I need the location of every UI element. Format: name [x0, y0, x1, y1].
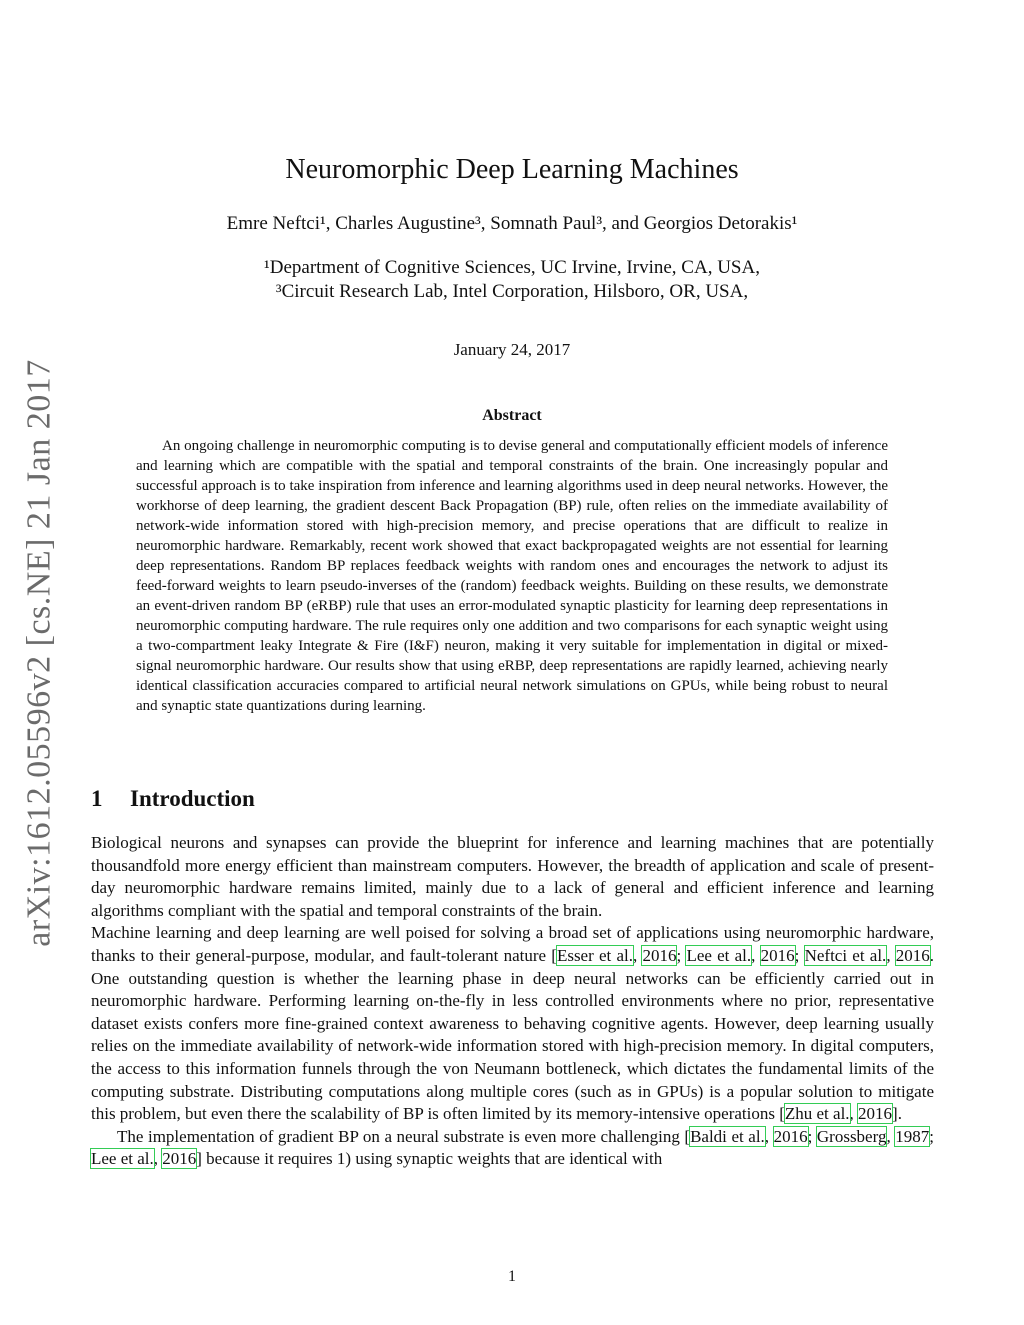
affiliations [0, 256, 1024, 304]
paper-title: Neuromorphic Deep Learning Machines [285, 154, 739, 185]
arxiv-identifier-watermark [18, 360, 62, 945]
citation-sep: ; [676, 945, 687, 965]
paragraph-1: Biological neurons and synapses can provide the blueprint for inference and learning machines that are potentially thousandfold more energy efficient than mainstream computers. However, the breadth of application and scale of present-day neuromorphic hardware remains limited, mainly due to a lack of general and efficient inference and learning algorithms compliant with the spatial and temporal constraints of the brain. [91, 833, 934, 920]
citation-link-esser[interactable]: Esser et al. [556, 945, 633, 965]
citation-sep: ; [807, 1126, 817, 1146]
citation-link-baldi[interactable]: Baldi et al. [690, 1126, 765, 1146]
abstract-heading: Abstract [482, 407, 542, 424]
paragraph-3-text-b: ] because it requires 1) using synaptic weights that are identical with [196, 1149, 663, 1169]
citation-year-grossberg[interactable]: 1987 [895, 1126, 930, 1146]
citation-year-neftci[interactable]: 2016 [895, 945, 930, 965]
section-heading-introduction [91, 786, 255, 812]
citation-year-baldi[interactable]: 2016 [773, 1126, 808, 1146]
paragraph-3-text-a: The implementation of gradient BP on a neural substrate is even more challenging [ [117, 1126, 691, 1146]
publication-date: January 24, 2017 [453, 340, 571, 359]
page-number: 1 [508, 1268, 516, 1285]
paragraph-2-text-c: ]. [892, 1104, 902, 1124]
citation-sep: ; [929, 1126, 935, 1146]
citation-sep: , [751, 945, 761, 965]
citation-sep: , [849, 1104, 859, 1124]
paragraph-2 [91, 922, 934, 1125]
paragraph-2-text-a: Machine learning and deep learning are well poised for solving a broad set of applications using neuromorphic hardware, thanks to their general-purpose, modular, and fault-tolerant nature [ [91, 923, 934, 965]
section-number: 1 [91, 786, 103, 811]
citation-sep: , [153, 1149, 163, 1169]
abstract-body: An ongoing challenge in neuromorphic computing is to devise general and computationally efficient models of inference and learning which are compatible with the spatial and temporal constraints of the brain. One increasingly popular and successful approach is to take inspiration from inference and learning algorithms used in deep neural networks. However, the workhorse of deep learning, the gradient descent Back Propagation (BP) rule, often relies on the immediate availability of network-wide information stored with high-precision memory, and precise operations that are difficult to realize in neuromorphic hardware. Remarkably, recent work showed that exact backpropagated weights are not essential for learning deep representations. Random BP replaces feedback weights with random ones and encourages the network to adjust its feed-forward weights to learn pseudo-inverses of the (random) feedback weights. Building on these results, we demonstrate an event-driven random BP (eRBP) rule that uses an error-modulated synaptic plasticity for learning deep representations in neuromorphic computing hardware. The rule requires only one addition and two comparisons for each synaptic weight using a two-compartment leaky Integrate & Fire (I&F) neuron, making it very suitable for implementation in digital or mixed-signal neuromorphic hardware. Our results show that using eRBP, deep representations are rapidly learned, achieving nearly identical classification accuracies compared to artificial neural network simulations on GPUs, while being robust to neural and synaptic state quantizations during learning. [136, 438, 888, 714]
citation-link-neftci[interactable]: Neftci et al. [804, 945, 887, 965]
citation-link-lee-2[interactable]: Lee et al. [91, 1149, 154, 1169]
section-title: Introduction [130, 786, 255, 811]
citation-sep: , [886, 945, 896, 965]
citation-sep: , [633, 945, 643, 965]
citation-sep: , [764, 1126, 774, 1146]
affiliation-1: ¹Department of Cognitive Sciences, UC Irvine, Irvine, CA, USA, [264, 257, 760, 278]
citation-link-grossberg[interactable]: Grossberg [816, 1126, 887, 1146]
citation-year-zhu[interactable]: 2016 [858, 1104, 893, 1124]
citation-link-lee[interactable]: Lee et al. [686, 945, 752, 965]
affiliation-3: ³Circuit Research Lab, Intel Corporation, Hilsboro, OR, USA, [275, 281, 749, 302]
citation-link-zhu[interactable]: Zhu et al. [784, 1104, 850, 1124]
paragraph-3 [91, 1126, 934, 1171]
citation-year-esser[interactable]: 2016 [642, 945, 677, 965]
author-list: Emre Neftci¹, Charles Augustine³, Somnath Paul³, and Georgios Detorakis¹ [226, 213, 798, 234]
citation-year-lee[interactable]: 2016 [760, 945, 795, 965]
arxiv-id-text: arXiv:1612.05596v2 [cs.NE] 21 Jan 2017 [21, 358, 59, 947]
introduction-body [91, 832, 934, 1171]
paragraph-2-text-b: . One outstanding question is whether the learning phase in deep neural networks can be efficiently carried out in neuromorphic hardware. Performing learning on-the-fly in less controlled environments where no prior, representative dataset exists confers more fine-grained context awareness to behaving cognitive agents. However, deep learning usually relies on the immediate availability of network-wide information stored with high-precision memory. In digital computers, the access to this information funnels through the von Neumann bottleneck, which dictates the fundamental limits of the computing substrate. Distributing computations along multiple cores (such as in GPUs) is a popular solution to mitigate this problem, but even there the scalability of BP is often limited by its memory-intensive operations [ [91, 945, 935, 1124]
citation-year-lee-2[interactable]: 2016 [162, 1149, 197, 1169]
citation-sep: , [886, 1126, 896, 1146]
citation-sep: ; [794, 945, 805, 965]
